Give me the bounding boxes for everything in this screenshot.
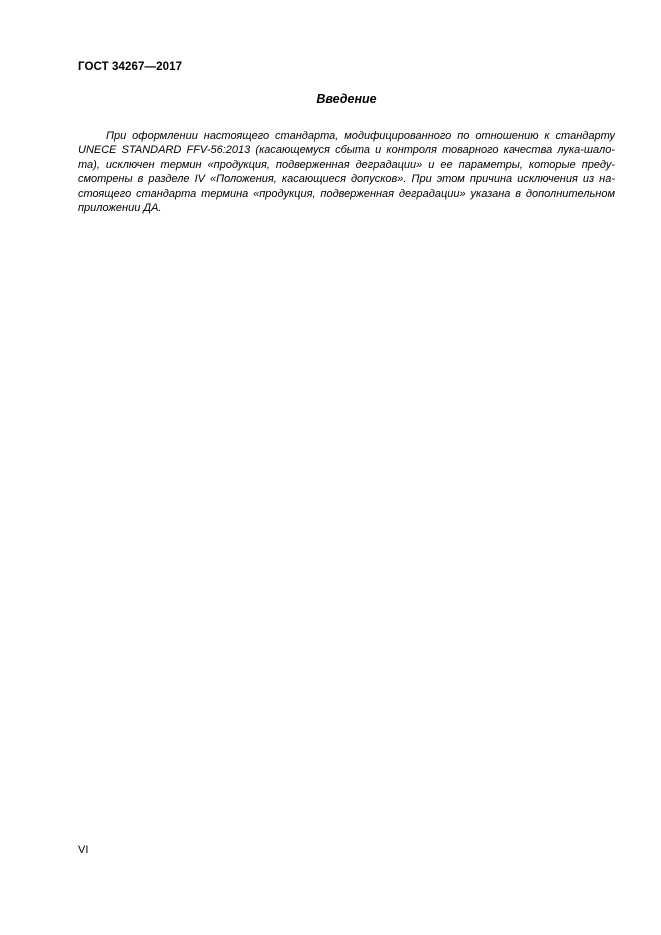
paragraph-line: приложении ДА. (78, 201, 162, 214)
standard-code-header: ГОСТ 34267—2017 (78, 61, 183, 73)
paragraph-line: стоящего стандарта термина «продукция, подверженная деградации» указана в дополнительном (78, 187, 615, 200)
paragraph-line: UNECE STANDARD FFV-56:2013 (касающемуся сбыта и контроля товарного качества лука-шало- (78, 144, 615, 157)
paragraph-line: та), исключен термин «продукция, подверженная деградации» и ее параметры, которые преду- (78, 158, 615, 171)
paragraph-line: смотрены в разделе IV «Положения, касающиеся допусков». При этом причина исключения из на- (78, 173, 615, 186)
paragraph-line: При оформлении настоящего стандарта, модифицированного по отношению к стандарту (106, 130, 615, 142)
introduction-paragraph (78, 129, 615, 215)
page-number: VI (78, 844, 89, 856)
section-title: Введение (316, 92, 377, 106)
